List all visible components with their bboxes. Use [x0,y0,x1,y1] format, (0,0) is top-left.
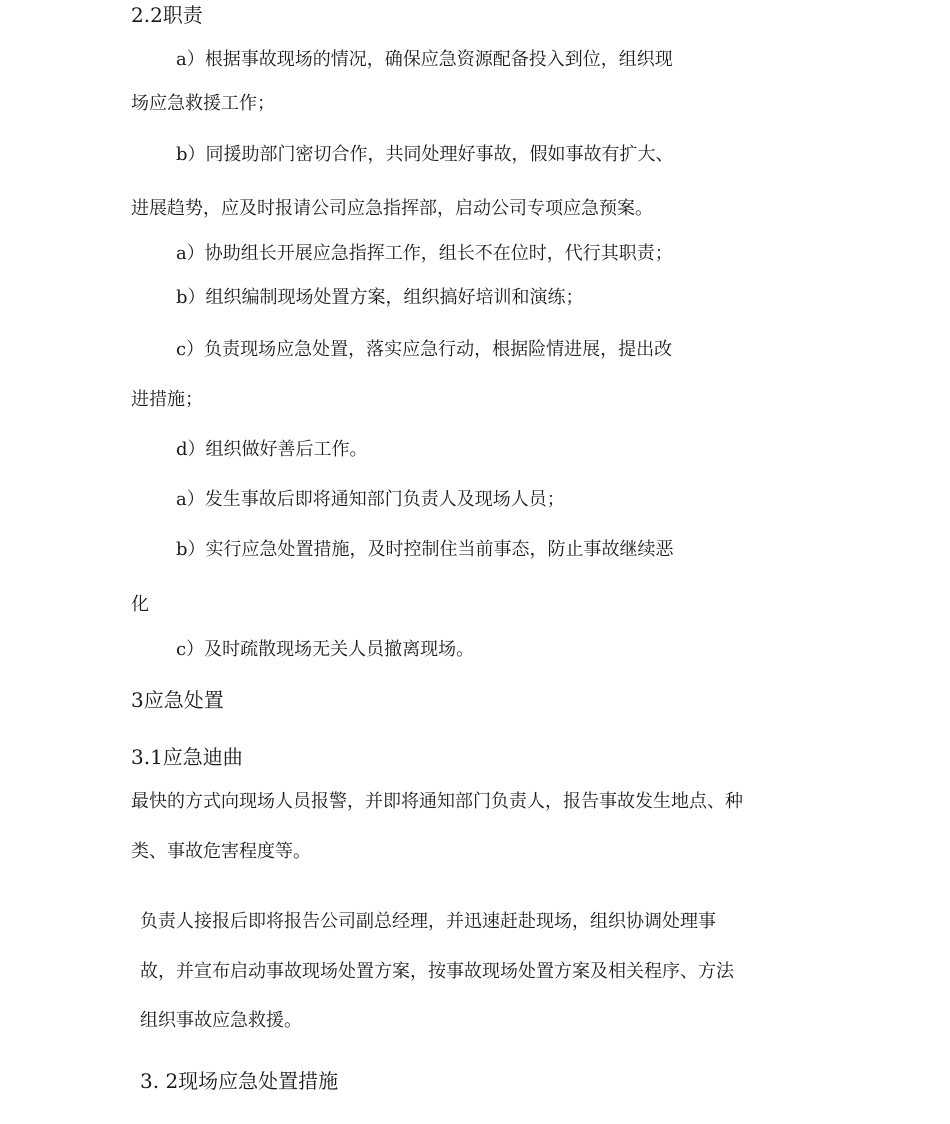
para-3-1-line2: 类、事故危害程度等。 [131,841,311,862]
leader-duty-b-line1: b）同援助部门密切合作，共同处理好事故，假如事故有扩大、 [176,144,674,165]
para-3-1b-line3: 组织事故应急救援。 [140,1010,302,1031]
member-duty-b-line2: 化 [131,594,149,615]
section-heading-3: 3应急处置 [131,688,224,712]
member-duty-c: c）及时疏散现场无关人员撤离现场。 [176,639,475,660]
deputy-duty-c-line1: c）负责现场应急处置，落实应急行动，根据险情进展，提出改 [176,339,673,360]
para-3-1b-line2: 故，并宣布启动事故现场处置方案，按事故现场处置方案及相关程序、方法 [140,961,734,982]
leader-duty-a-line1: a）根据事故现场的情况，确保应急资源配备投入到位，组织现 [176,49,673,70]
deputy-duty-d: d）组织做好善后工作。 [176,439,368,460]
leader-duty-a-line2: 场应急救援工作； [131,93,275,114]
deputy-duty-a: a）协助组长开展应急指挥工作，组长不在位时，代行其职责； [176,243,673,264]
section-heading-3-2: 3. 2现场应急处置措施 [140,1069,339,1093]
deputy-duty-c-line2: 进措施； [131,389,203,410]
leader-duty-b-line2: 进展趋势，应及时报请公司应急指挥部，启动公司专项应急预案。 [131,198,653,219]
para-3-1-line1: 最快的方式向现场人员报警，并即将通知部门负责人，报告事故发生地点、种 [131,791,743,812]
para-3-1b-line1: 负责人接报后即将报告公司副总经理，并迅速赶赴现场，组织协调处理事 [140,911,716,932]
member-duty-a: a）发生事故后即将通知部门负责人及现场人员； [176,489,565,510]
deputy-duty-b: b）组织编制现场处置方案，组织搞好培训和演练； [176,287,584,308]
member-duty-b-line1: b）实行应急处置措施，及时控制住当前事态，防止事故继续恶 [176,539,674,560]
section-heading-2-2: 2.2职责 [131,3,203,27]
section-heading-3-1: 3.1应急迪曲 [131,745,243,769]
